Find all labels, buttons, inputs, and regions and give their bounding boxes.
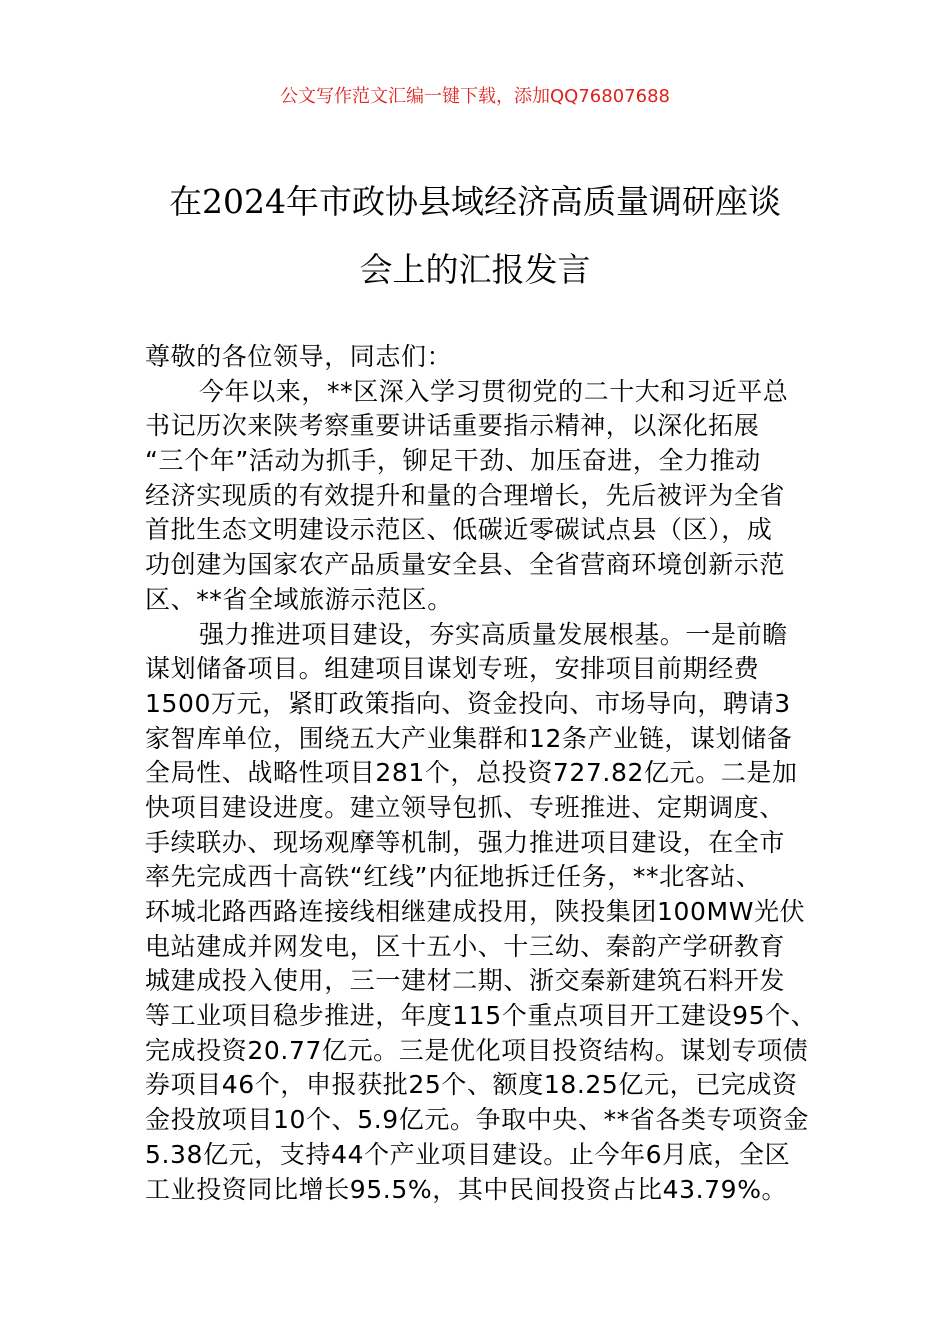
paragraph-line: 手续联办、现场观摩等机制，强力推进项目建设，在全市 bbox=[145, 827, 786, 857]
paragraph-line: 谋划储备项目。组建项目谋划专班，安排项目前期经费 bbox=[145, 654, 760, 684]
paragraph-line: 强力推进项目建设，夯实高质量发展根基。一是前瞻 bbox=[199, 619, 788, 649]
paragraph-line: 券项目46个，申报获批25个、额度18.25亿元，已完成资 bbox=[145, 1070, 798, 1100]
paragraph-line: 5.38亿元，支持44个产业项目建设。止今年6月底，全区 bbox=[145, 1139, 791, 1169]
paragraph-line: 家智库单位，围绕五大产业集群和12条产业链，谋划储备 bbox=[145, 723, 793, 753]
paragraph bbox=[145, 618, 815, 1208]
paragraph-line: 1500万元，紧盯政策指向、资金投向、市场导向，聘请3 bbox=[145, 688, 791, 718]
paragraph-line: 电站建成并网发电，区十五小、十三幼、秦韵产学研教育 bbox=[145, 931, 786, 961]
paragraph-line: 功创建为国家农产品质量安全县、全省营商环境创新示范 bbox=[145, 550, 786, 580]
document-title-line-2: 会上的汇报发言 bbox=[359, 250, 591, 289]
paragraph-line: 经济实现质的有效提升和量的合理增长，先后被评为全省 bbox=[145, 480, 786, 510]
paragraph-line: 今年以来，**区深入学习贯彻党的二十大和习近平总 bbox=[199, 376, 789, 406]
document-title-line-1: 在2024年市政协县域经济高质量调研座谈 bbox=[169, 182, 781, 221]
paragraph-line: 书记历次来陕考察重要讲话重要指示精神，以深化拓展 bbox=[145, 411, 760, 441]
paragraph-line: 环城北路西路连接线相继建成投用，陕投集团100MW光伏 bbox=[145, 897, 806, 926]
paragraph-line: 区、**省全域旅游示范区。 bbox=[145, 584, 453, 614]
paragraph bbox=[145, 375, 815, 618]
paragraph-line: 工业投资同比增长95.5%，其中民间投资占比43.79%。 bbox=[145, 1174, 788, 1204]
paragraph-line: 快项目建设进度。建立领导包抓、专班推进、定期调度、 bbox=[145, 792, 786, 822]
paragraph-line: “三个年”活动为抓手，铆足干劲、加压奋进，全力推动 bbox=[145, 446, 761, 476]
document-body bbox=[145, 340, 815, 1207]
paragraph-line: 金投放项目10个、5.9亿元。争取中央、**省各类专项资金 bbox=[145, 1105, 809, 1135]
salutation: 尊敬的各位领导，同志们： bbox=[145, 342, 453, 371]
paragraph-line: 全局性、战略性项目281个，总投资727.82亿元。二是加 bbox=[145, 758, 798, 788]
download-banner: 公文写作范文汇编一键下载，添加QQ76807688 bbox=[280, 86, 670, 107]
paragraph-line: 率先完成西十高铁“红线”内征地拆迁任务，**北客站、 bbox=[145, 862, 762, 892]
paragraph-line: 等工业项目稳步推进，年度115个重点项目开工建设95个、 bbox=[145, 1001, 817, 1031]
paragraphs bbox=[145, 375, 815, 1208]
paragraph-line: 城建成投入使用，三一建材二期、浙交秦新建筑石料开发 bbox=[145, 966, 786, 996]
paragraph-line: 首批生态文明建设示范区、低碳近零碳试点县（区），成 bbox=[145, 515, 773, 545]
paragraph-line: 完成投资20.77亿元。三是优化项目投资结构。谋划专项债 bbox=[145, 1035, 809, 1065]
